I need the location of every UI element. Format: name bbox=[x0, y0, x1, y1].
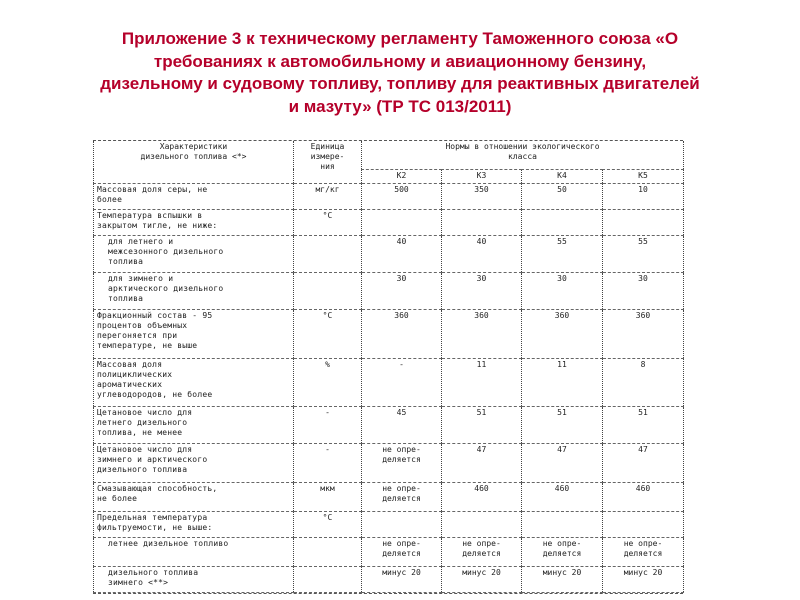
title-line: требованиях к автомобильному и авиационному бензину, bbox=[153, 51, 647, 71]
row-value-k2: минус 20 bbox=[362, 566, 442, 592]
header-norms: Нормы в отношении экологического класса bbox=[362, 141, 684, 169]
row-name: для зимнего и арктического дизельного топлива bbox=[94, 273, 294, 310]
row-value-k3: минус 20 bbox=[442, 566, 522, 592]
row-value-k5: 8 bbox=[603, 358, 684, 406]
row-value-k4: 51 bbox=[522, 406, 603, 443]
row-value-k5: не опре- деляется bbox=[603, 538, 684, 566]
row-value-k5: 460 bbox=[603, 483, 684, 511]
row-value-k3: 47 bbox=[442, 444, 522, 483]
row-value-k5: 47 bbox=[603, 444, 684, 483]
row-value-k4: 30 bbox=[522, 273, 603, 310]
row-name: Массовая доля полициклических ароматических углеводородов, не более bbox=[94, 358, 294, 406]
row-value-k3 bbox=[442, 209, 522, 235]
table-row bbox=[94, 444, 684, 483]
table-row bbox=[94, 183, 684, 209]
table-row bbox=[94, 566, 684, 592]
row-unit bbox=[294, 538, 362, 566]
table-row bbox=[94, 483, 684, 511]
slide-title bbox=[40, 28, 760, 118]
title-line: дизельному и судовому топливу, топливу для реактивных двигателей bbox=[100, 74, 700, 93]
row-unit: °C bbox=[294, 310, 362, 358]
table-row bbox=[94, 511, 684, 537]
row-value-k4: 55 bbox=[522, 236, 603, 273]
row-unit: - bbox=[294, 444, 362, 483]
row-value-k3: 11 bbox=[442, 358, 522, 406]
row-value-k4: 47 bbox=[522, 444, 603, 483]
row-unit: °C bbox=[294, 209, 362, 235]
row-value-k4 bbox=[522, 209, 603, 235]
row-value-k3: 40 bbox=[442, 236, 522, 273]
row-value-k4: минус 20 bbox=[522, 566, 603, 592]
row-value-k2: не опре- деляется bbox=[362, 538, 442, 566]
row-name: Смазывающая способность, не более bbox=[94, 483, 294, 511]
title-line: и мазуту» (ТР ТС 013/2011) bbox=[288, 96, 512, 116]
row-value-k2: - bbox=[362, 358, 442, 406]
requirements-table-image bbox=[93, 140, 683, 594]
table-row bbox=[94, 358, 684, 406]
table-row bbox=[94, 209, 684, 235]
row-value-k3 bbox=[442, 511, 522, 537]
table-row bbox=[94, 538, 684, 566]
row-name: для летнего и межсезонного дизельного топлива bbox=[94, 236, 294, 273]
row-value-k5: минус 20 bbox=[603, 566, 684, 592]
requirements-table bbox=[93, 141, 684, 593]
row-unit: - bbox=[294, 406, 362, 443]
table-row bbox=[94, 406, 684, 443]
row-unit bbox=[294, 566, 362, 592]
row-name: Цетановое число для зимнего и арктического дизельного топлива bbox=[94, 444, 294, 483]
table-header-row bbox=[94, 141, 684, 169]
row-value-k2: не опре- деляется bbox=[362, 483, 442, 511]
row-value-k2: 360 bbox=[362, 310, 442, 358]
row-unit: % bbox=[294, 358, 362, 406]
row-unit: °C bbox=[294, 511, 362, 537]
row-value-k2 bbox=[362, 511, 442, 537]
row-name: летнее дизельное топливо bbox=[94, 538, 294, 566]
row-value-k5: 51 bbox=[603, 406, 684, 443]
header-class-k2: К2 bbox=[362, 169, 442, 183]
table-row bbox=[94, 236, 684, 273]
header-class-k5: К5 bbox=[603, 169, 684, 183]
row-unit: мкм bbox=[294, 483, 362, 511]
row-value-k3: не опре- деляется bbox=[442, 538, 522, 566]
row-value-k3: 360 bbox=[442, 310, 522, 358]
row-name: Цетановое число для летнего дизельного топлива, не менее bbox=[94, 406, 294, 443]
row-value-k5: 30 bbox=[603, 273, 684, 310]
row-value-k4: 460 bbox=[522, 483, 603, 511]
table-row bbox=[94, 310, 684, 358]
row-value-k4: 360 bbox=[522, 310, 603, 358]
header-characteristic: Характеристики дизельного топлива <*> bbox=[94, 141, 294, 183]
row-name: дизельного топлива зимнего <**> bbox=[94, 566, 294, 592]
row-unit bbox=[294, 273, 362, 310]
row-name: Фракционный состав - 95 процентов объемных перегоняется при температуре, не выше bbox=[94, 310, 294, 358]
row-value-k5 bbox=[603, 209, 684, 235]
header-class-k4: К4 bbox=[522, 169, 603, 183]
row-unit: мг/кг bbox=[294, 183, 362, 209]
row-value-k4: 11 bbox=[522, 358, 603, 406]
header-class-k3: К3 bbox=[442, 169, 522, 183]
header-unit: Единица измере- ния bbox=[294, 141, 362, 183]
row-value-k3: 350 bbox=[442, 183, 522, 209]
row-value-k3: 51 bbox=[442, 406, 522, 443]
row-value-k2: 40 bbox=[362, 236, 442, 273]
row-value-k4: 50 bbox=[522, 183, 603, 209]
row-value-k3: 30 bbox=[442, 273, 522, 310]
row-value-k5: 10 bbox=[603, 183, 684, 209]
row-value-k2: не опре- деляется bbox=[362, 444, 442, 483]
row-value-k2: 30 bbox=[362, 273, 442, 310]
row-value-k2: 500 bbox=[362, 183, 442, 209]
row-name: Массовая доля серы, не более bbox=[94, 183, 294, 209]
row-value-k2 bbox=[362, 209, 442, 235]
row-value-k5 bbox=[603, 511, 684, 537]
row-value-k3: 460 bbox=[442, 483, 522, 511]
row-value-k2: 45 bbox=[362, 406, 442, 443]
row-value-k4 bbox=[522, 511, 603, 537]
row-name: Температура вспышки в закрытом тигле, не ниже: bbox=[94, 209, 294, 235]
title-line: Приложение 3 к техническому регламенту Таможенного союза «О bbox=[121, 29, 679, 48]
row-value-k5: 55 bbox=[603, 236, 684, 273]
row-value-k5: 360 bbox=[603, 310, 684, 358]
row-name: Предельная температура фильтруемости, не выше: bbox=[94, 511, 294, 537]
row-unit bbox=[294, 236, 362, 273]
table-row bbox=[94, 273, 684, 310]
row-value-k4: не опре- деляется bbox=[522, 538, 603, 566]
